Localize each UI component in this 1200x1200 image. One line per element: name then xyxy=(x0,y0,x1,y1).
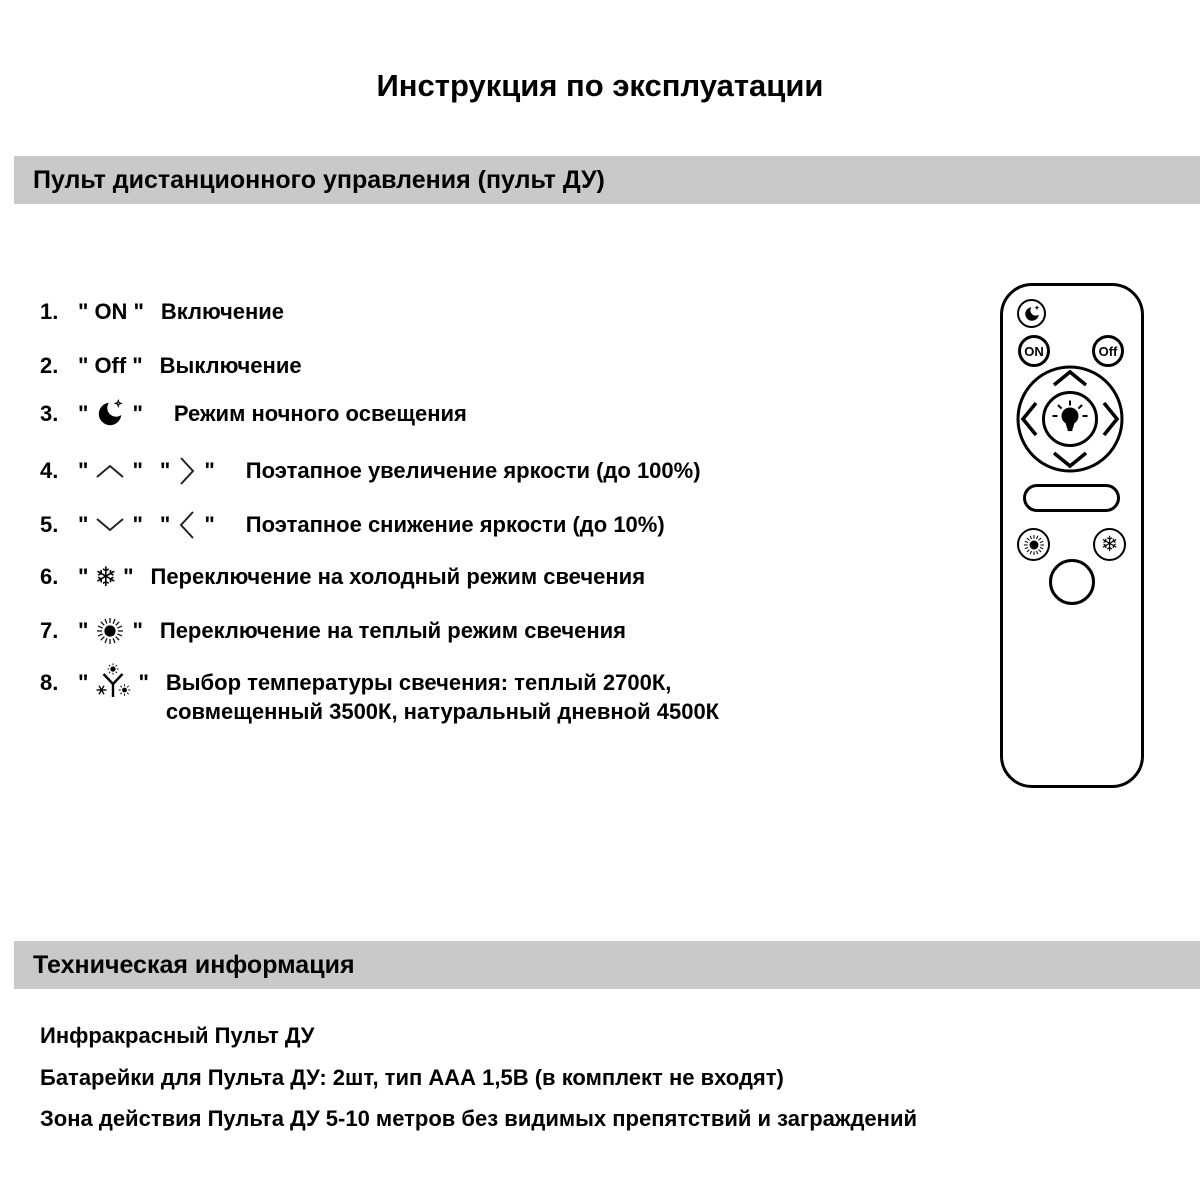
quote-mark: " xyxy=(159,458,171,483)
quote-mark: " xyxy=(78,458,89,483)
quote-mark: " xyxy=(123,564,134,589)
quote-mark: " xyxy=(132,458,143,483)
crescent-moon-star-icon xyxy=(95,399,125,429)
tech-info-line-1: Инфракрасный Пульт ДУ xyxy=(40,1023,315,1048)
item-text: Режим ночного освещения xyxy=(173,401,467,426)
page-title: Инструкция по эксплуатации xyxy=(376,68,824,103)
on-key-label: ON xyxy=(94,299,128,324)
instruction-item-4 xyxy=(40,456,701,486)
item-number: 3. xyxy=(40,401,59,426)
quote-mark: " xyxy=(132,618,143,643)
item-text: Включение xyxy=(160,299,285,324)
instruction-item-2 xyxy=(40,351,302,381)
cold-mode-button[interactable] xyxy=(1093,528,1126,561)
instruction-item-3 xyxy=(40,399,467,429)
quote-mark: " xyxy=(78,618,89,643)
item-text: Переключение на теплый режим свечения xyxy=(159,618,627,643)
chevron-right-icon xyxy=(177,455,197,487)
round-bottom-button[interactable] xyxy=(1049,559,1095,605)
warm-mode-button[interactable] xyxy=(1017,528,1050,561)
item-text-line1: Выбор температуры свечения: теплый 2700К, xyxy=(165,670,672,695)
item-text-line2: совмещенный 3500К, натуральный дневной 4500К xyxy=(165,699,720,724)
off-key-label: Off xyxy=(94,353,127,378)
item-number: 8. xyxy=(40,670,59,695)
quote-mark: " xyxy=(78,353,89,378)
quote-mark: " xyxy=(78,670,89,695)
crescent-moon-star-icon xyxy=(1023,305,1041,323)
chevron-down-icon xyxy=(95,517,125,533)
quote-mark: " xyxy=(204,458,215,483)
instruction-item-1 xyxy=(40,297,284,327)
quote-mark: " xyxy=(78,564,89,589)
tech-info-line-3: Зона действия Пульта ДУ 5-10 метров без видимых препятствий и заграждений xyxy=(40,1106,918,1131)
off-button-label: Off xyxy=(1098,343,1118,359)
item-text-block xyxy=(166,668,719,726)
quote-mark: " xyxy=(132,401,143,426)
quote-mark: " xyxy=(138,670,149,695)
snowflake-icon: ❄ xyxy=(1100,532,1119,556)
pill-button[interactable] xyxy=(1023,484,1120,512)
item-text: Переключение на холодный режим свечения xyxy=(150,564,646,589)
item-number: 6. xyxy=(40,564,59,589)
quote-mark: " xyxy=(133,299,144,324)
sun-warm-icon xyxy=(95,616,125,646)
quote-mark: " xyxy=(78,512,89,537)
section-header-tech xyxy=(14,941,1200,989)
item-number: 7. xyxy=(40,618,59,643)
sun-warm-icon xyxy=(1022,533,1046,557)
item-number: 2. xyxy=(40,353,59,378)
item-number: 4. xyxy=(40,458,59,483)
instruction-item-5 xyxy=(40,510,665,540)
instruction-item-7 xyxy=(40,616,626,646)
quote-mark: " xyxy=(159,512,171,537)
item-number: 1. xyxy=(40,299,59,324)
section-header-remote-label: Пульт дистанционного управления (пульт ДУ) xyxy=(33,166,605,194)
item-number: 5. xyxy=(40,512,59,537)
section-header-remote xyxy=(14,156,1200,204)
remote-control-diagram xyxy=(1000,283,1144,788)
chevron-up-icon xyxy=(95,463,125,479)
on-button-label: ON xyxy=(1024,343,1044,359)
instruction-item-6 xyxy=(40,562,645,592)
off-button[interactable] xyxy=(1092,335,1124,367)
item-text: Поэтапное снижение яркости (до 10%) xyxy=(245,512,665,537)
section-header-tech-label: Техническая информация xyxy=(33,951,355,979)
chevron-left-icon xyxy=(177,509,197,541)
item-text: Выключение xyxy=(159,353,302,378)
instruction-item-8 xyxy=(40,668,719,726)
dpad-brightness-control[interactable] xyxy=(1015,364,1125,474)
quote-mark: " xyxy=(132,512,143,537)
quote-mark: " xyxy=(78,401,89,426)
quote-mark: " xyxy=(78,299,89,324)
quote-mark: " xyxy=(132,353,143,378)
on-button[interactable] xyxy=(1018,335,1050,367)
quote-mark: " xyxy=(204,512,215,537)
night-mode-button[interactable] xyxy=(1017,299,1046,328)
snowflake-icon: ❄ xyxy=(94,561,118,593)
tech-info-line-2: Батарейки для Пульта ДУ: 2шт, тип ААА 1,5В (в комплект не входят) xyxy=(40,1065,784,1090)
item-text: Поэтапное увеличение яркости (до 100%) xyxy=(245,458,701,483)
color-temperature-select-icon xyxy=(95,663,131,703)
